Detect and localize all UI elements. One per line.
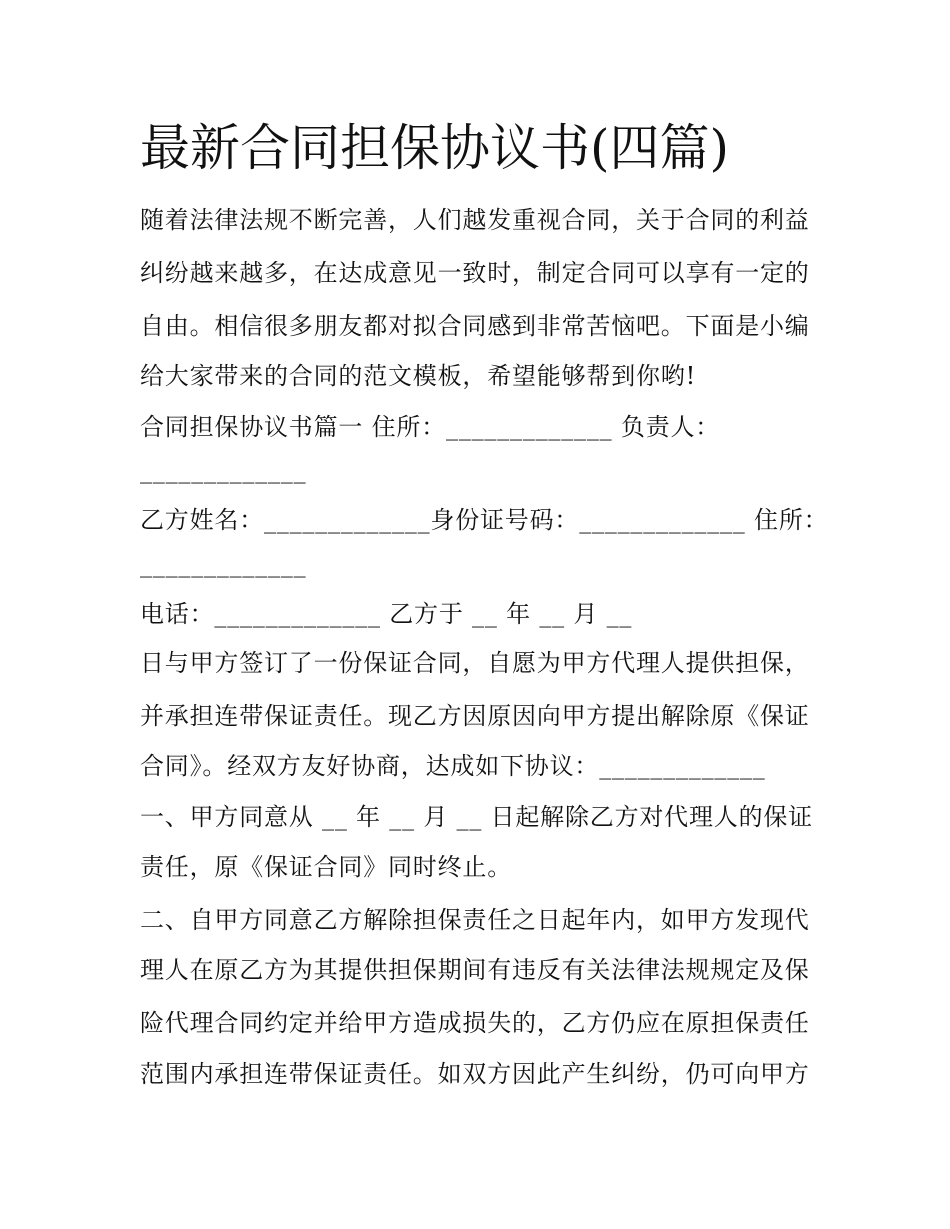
paragraph-line: _____________ — [140, 550, 307, 578]
paragraph-line: 范围内承担连带保证责任。如双方因此产生纠纷，仍可向甲方 — [140, 1060, 810, 1088]
paragraph-line: 理人在原乙方为其提供担保期间有违反有关法律法规规定及保 — [140, 956, 810, 984]
paragraph-line: _____________ — [140, 456, 307, 484]
paragraph-line: 责任，原《保证合同》同时终止。 — [140, 853, 512, 881]
document-title: 最新合同担保协议书(四篇) — [140, 119, 730, 177]
paragraph-line: 合同担保协议书篇一 住所：_____________ 负责人： — [140, 413, 721, 441]
paragraph-line: 合同》。经双方友好协商，达成如下协议：_____________ — [140, 752, 766, 780]
paragraph-line: 乙方姓名：_____________身份证号码：_____________ 住所： — [140, 506, 829, 534]
paragraph-line: 日与甲方签订了一份保证合同，自愿为甲方代理人提供担保， — [140, 649, 810, 677]
paragraph-line: 一、甲方同意从 __ 年 __ 月 __ 日起解除乙方对代理人的保证 — [140, 803, 813, 831]
paragraph-line: 险代理合同约定并给甲方造成损失的，乙方仍应在原担保责任 — [140, 1009, 810, 1037]
paragraph-line: 纠纷越来越多，在达成意见一致时，制定合同可以享有一定的 — [140, 259, 810, 287]
paragraph-line: 给大家带来的合同的范文模板，希望能够帮到你哟! — [140, 362, 697, 390]
paragraph-line: 二、自甲方同意乙方解除担保责任之日起年内，如甲方发现代 — [140, 906, 810, 934]
paragraph-line: 电话：_____________ 乙方于 __ 年 __ 月 __ — [140, 600, 633, 628]
paragraph-line: 自由。相信很多朋友都对拟合同感到非常苦恼吧。下面是小编 — [140, 312, 810, 340]
paragraph-line: 随着法律法规不断完善，人们越发重视合同，关于合同的利益 — [140, 206, 810, 234]
paragraph-line: 并承担连带保证责任。现乙方因原因向甲方提出解除原《保证 — [140, 702, 810, 730]
